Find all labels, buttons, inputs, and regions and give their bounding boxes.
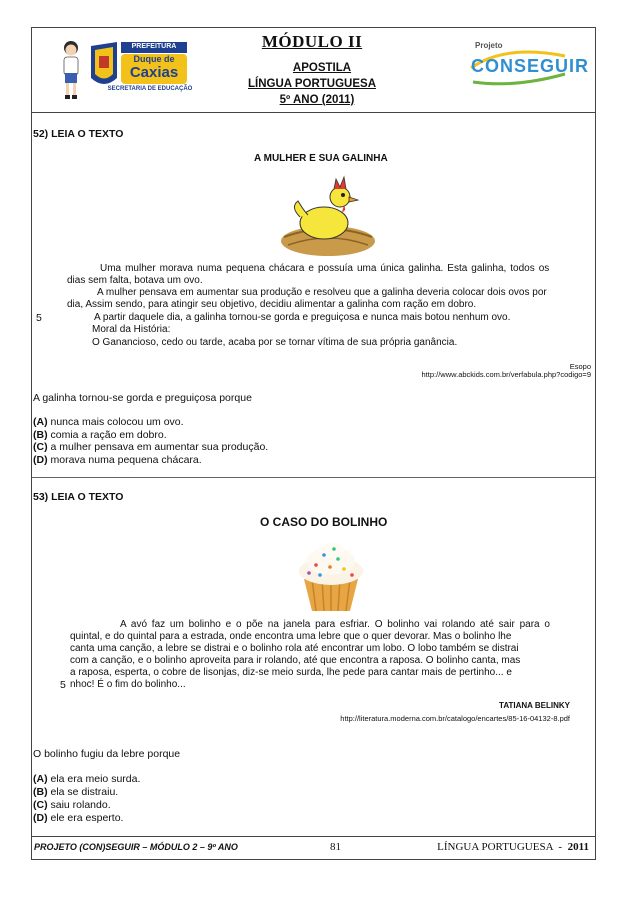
q53-option-c[interactable]: (C) saiu rolando. (33, 799, 111, 811)
q52-line-2: dias sem falta, botava um ovo. (67, 275, 203, 286)
q53-story-title: O CASO DO BOLINHO (260, 515, 388, 529)
footer-right: LÍNGUA PORTUGUESA - 2011 (437, 841, 589, 853)
grade-title: 5º ANO (2011) (279, 94, 355, 106)
subject-title: LÍNGUA PORTUGUESA (248, 78, 376, 90)
q52-heading: 52) LEIA O TEXTO (33, 128, 124, 140)
q52-line-6: Moral da História: (92, 324, 171, 335)
q53-option-b[interactable]: (B) ela se distraiu. (33, 786, 119, 798)
module-title: MÓDULO II (261, 32, 363, 51)
secretaria-label: SECRETARIA DE EDUCAÇÃO (107, 86, 193, 92)
q53-line-6: nhoc! É o fim do bolinho... (70, 679, 186, 690)
header-divider (32, 112, 595, 113)
q52-line-number: 5 (36, 312, 42, 324)
q52-line-1: Uma mulher morava numa pequena chácara e possuía uma única galinha. Esta galinha, todos os (100, 263, 550, 274)
apostila-title: APOSTILA (292, 62, 352, 74)
page-footer (32, 836, 595, 861)
q52-line-4: dia, Assim sendo, para atingir seu objetivo, decidiu alimentar a galinha com ração em dobro. (67, 299, 477, 310)
q52-option-b[interactable]: (B) comia a ração em dobro. (33, 429, 167, 441)
q52-author: Esopo (569, 362, 591, 371)
q53-line-5: a raposa, esperta, o cobre de lisonjas, diz-se meio surda, lhe pede para cantar mais de pertinho... e (70, 667, 512, 678)
footer-left: PROJETO (CON)SEGUIR – MÓDULO 2 – 9º ANO (34, 842, 238, 852)
duque-label: Duque de (133, 54, 175, 64)
q52-option-c[interactable]: (C) a mulher pensava em aumentar sua produção. (33, 441, 269, 453)
q52-line-7: O Ganancioso, cedo ou tarde, acaba por se tornar vítima de sua própria ganância. (92, 337, 458, 348)
q52-source: http://www.abckids.com.br/verfabula.php?codigo=9 (421, 370, 591, 379)
q53-line-2: quintal, e do quintal para a estrada, onde encontra uma lebre que o quer devorar. Mas o bolinho lhe (70, 631, 512, 642)
projeto-conseguir-logo (465, 38, 590, 90)
caxias-label: Caxias (129, 64, 179, 81)
q52-option-d[interactable]: (D) morava numa pequena chácara. (33, 454, 202, 466)
q53-source: http://literatura.moderna.com.br/catalogo/encartes/85-16-04132-8.pdf (340, 714, 570, 723)
page-number: 81 (330, 841, 341, 853)
projeto-label: Projeto (475, 41, 503, 50)
q52-line-5: A partir daquele dia, a galinha tornou-se gorda e preguiçosa e nunca mais botou nenhum ovo. (94, 312, 511, 323)
q53-heading: 53) LEIA O TEXTO (33, 491, 124, 503)
q53-line-number: 5 (60, 679, 66, 691)
q52-line-3: A mulher pensava em aumentar sua produção e resolveu que a galinha deveria colocar dois ovos por (97, 287, 547, 298)
q53-author: TATIANA BELINKY (499, 701, 570, 710)
cupcake-illustration (294, 541, 368, 613)
student-figure-icon (57, 39, 85, 101)
q52-question: A galinha tornou-se gorda e preguiçosa porque (33, 392, 252, 404)
conseguir-label: CONSEGUIR (471, 56, 590, 76)
hen-on-nest-icon (278, 171, 378, 259)
prefeitura-logo (87, 38, 191, 98)
hen-illustration (278, 171, 378, 259)
q52-option-a[interactable]: (A) nunca mais colocou um ovo. (33, 416, 184, 428)
q52-story-title: A MULHER E SUA GALINHA (254, 153, 388, 164)
q53-line-3: canta uma canção, a lebre se distrai e o bolinho rola até encontrar um lobo. O lobo também se distrai (70, 643, 519, 654)
q53-line-1: A avó faz um bolinho e o põe na janela para esfriar. O bolinho vai rolando até sair para o (120, 619, 550, 630)
prefeitura-label: PREFEITURA (131, 43, 177, 50)
cupcake-icon (294, 541, 368, 613)
q53-line-4: com a canção, e o bolinho aproveita para ir rolando, até que encontra a raposa. O bolinho canta, mas (70, 655, 521, 666)
q53-question: O bolinho fugiu da lebre porque (33, 748, 181, 760)
q53-option-a[interactable]: (A) ela era meio surda. (33, 773, 141, 785)
page-frame (31, 27, 596, 860)
q53-option-d[interactable]: (D) ele era esperto. (33, 812, 124, 824)
section-divider (32, 477, 595, 478)
